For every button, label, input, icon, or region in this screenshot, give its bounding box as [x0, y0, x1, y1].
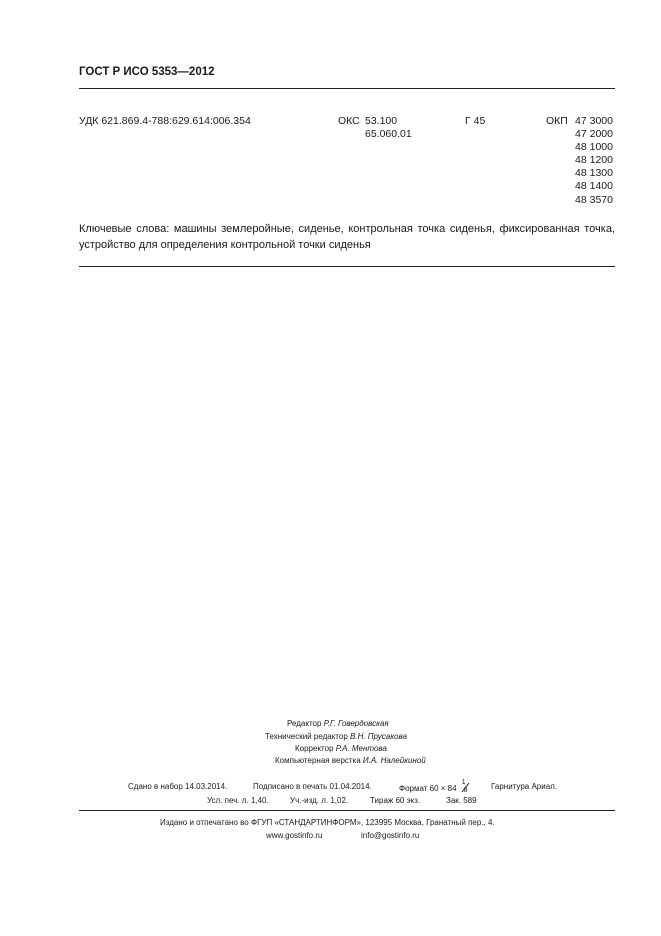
- oks-code: 65.060.01: [365, 128, 412, 140]
- format-fraction-numerator: 1: [461, 779, 466, 786]
- okp-code: 48 1300: [575, 167, 613, 179]
- staff-name: И.А. Налейкиной: [362, 756, 426, 765]
- publisher-email[interactable]: info@gostinfo.ru: [361, 831, 420, 840]
- staff-proofreader: [295, 744, 387, 753]
- keywords-paragraph: Ключевые слова: машины землеройные, сиденье, контрольная точка сиденья, фиксированная точка, устройство для определения контрольной точки сиденья: [79, 223, 615, 251]
- staff-tech-editor: [265, 732, 407, 741]
- keywords-divider: [79, 266, 615, 267]
- header-divider: [79, 88, 615, 89]
- imprint-divider: [79, 810, 615, 811]
- staff-role: Технический редактор: [265, 732, 348, 741]
- print-submitted: Сдано в набор 14.03.2014.: [128, 782, 228, 791]
- staff-layout: [275, 756, 426, 765]
- print-typeface: Гарнитура Ариал.: [491, 782, 558, 791]
- oks-code: 53.100: [365, 115, 398, 127]
- publisher-website[interactable]: www.gostinfo.ru: [266, 831, 323, 840]
- okp-label: ОКП: [546, 115, 568, 127]
- staff-role: Корректор: [295, 744, 334, 753]
- print-format-prefix: Формат 60 × 84: [399, 784, 457, 793]
- okp-code: 48 1000: [575, 141, 613, 153]
- group-code: Г 45: [465, 115, 486, 127]
- format-fraction-denominator: 8: [463, 787, 468, 794]
- okp-code: 48 1400: [575, 180, 613, 192]
- udc-code: УДК 621.869.4-788:629.614:006.354: [79, 115, 251, 127]
- publisher-line: Издано и отпечатано во ФГУП «СТАНДАРТИНФОРМ», 123995 Москва, Гранатный пер., 4.: [160, 818, 495, 827]
- print-run: Тираж 60 экз.: [370, 796, 421, 805]
- staff-name: Р.Г. Говердовская: [323, 719, 389, 728]
- okp-code: 48 1200: [575, 154, 613, 166]
- print-sheets: Усл. печ. л. 1,40.: [207, 796, 269, 805]
- staff-name: В.Н. Прусакова: [350, 732, 407, 741]
- staff-role: Компьютерная верстка: [275, 756, 361, 765]
- okp-code: 47 3000: [575, 115, 613, 127]
- print-signed: Подписано в печать 01.04.2014.: [253, 782, 372, 791]
- print-format: [399, 779, 469, 794]
- oks-label: ОКС: [338, 115, 360, 127]
- print-order: Зак. 589: [446, 796, 477, 805]
- okp-code: 48 3570: [575, 194, 613, 206]
- print-pub-sheets: Уч.-изд. л. 1,02.: [290, 796, 349, 805]
- standard-designation: ГОСТ Р ИСО 5353—2012: [79, 66, 215, 78]
- staff-name: Р.А. Ментова: [335, 744, 387, 753]
- okp-code: 47 2000: [575, 128, 613, 140]
- staff-editor: [287, 719, 389, 728]
- format-fraction: [459, 779, 469, 794]
- staff-role: Редактор: [287, 719, 322, 728]
